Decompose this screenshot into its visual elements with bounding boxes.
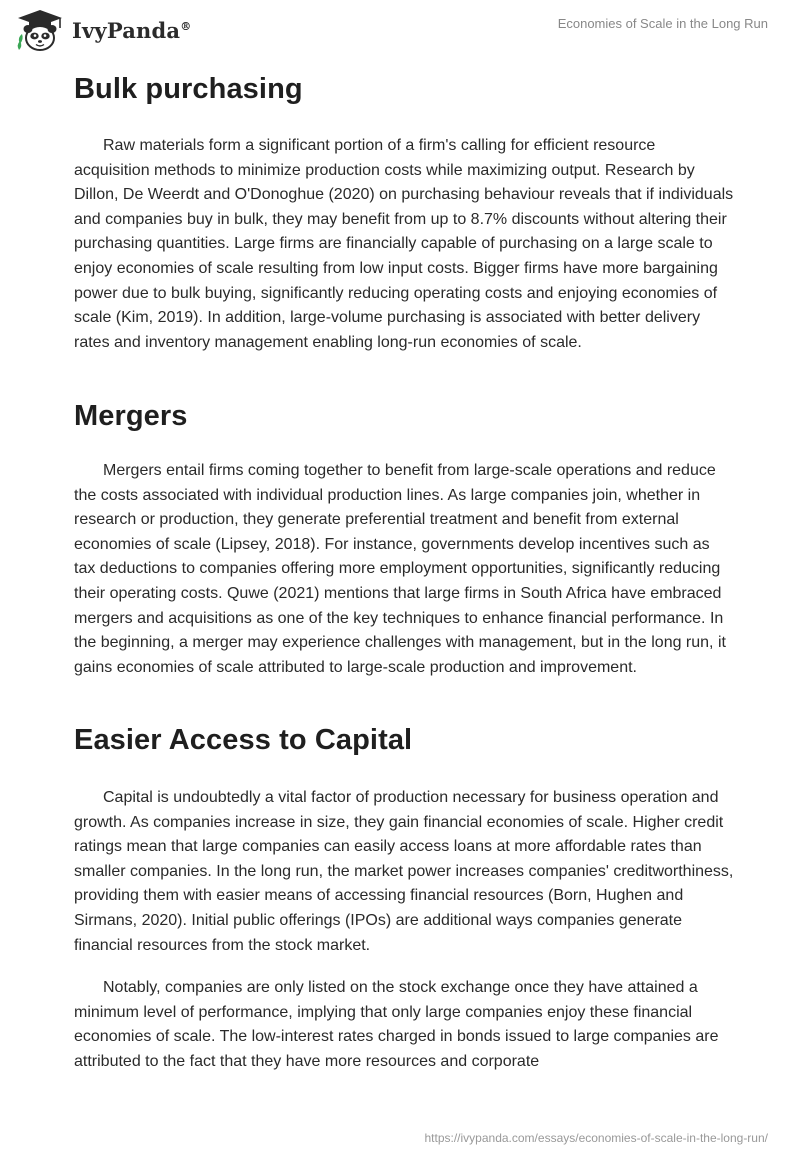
section-heading-mergers: Mergers bbox=[74, 400, 188, 432]
paragraph-mergers: Mergers entail firms coming together to benefit from large-scale operations and reduce the costs associated with individual production lines. As large companies join, whether in research or production, they generate preferential treatment and benefit from external economies of scale (Lipsey, 2018). For instance, governments develop incentives such as tax deductions to companies offering more employment opportunities, significantly reducing their operating costs. Quwe (2021) mentions that large firms in South Africa have embraced mergers and acquisitions as one of the key techniques to enhance financial performance. In the beginning, a merger may experience challenges with management, but in the long run, it gains economies of scale attributed to large-scale production and improvement. bbox=[74, 462, 726, 676]
brand-name: IvyPanda® bbox=[72, 17, 192, 43]
paragraph-access-to-capital-1: Capital is undoubtedly a vital factor of production necessary for business operation and growth. As companies increase in size, they gain financial economies of scale. Higher credit ratings mean that large companies can easily access loans at more affordable rates than smaller companies. In the long run, the market power increases companies' creditworthiness, providing them with easier means of accessing financial resources (Born, Hughen and Sirmans, 2020). Initial public offerings (IPOs) are additional ways companies generate financial resources from the stock market. bbox=[74, 789, 734, 954]
running-title: Economies of Scale in the Long Run bbox=[557, 16, 768, 31]
paragraph-bulk-purchasing: Raw materials form a significant portion of a firm's calling for efficient resource acquisition methods to minimize production costs while maximizing output. Research by Dillon, De Weerdt and O'Donoghue (2020) on purchasing behaviour reveals that if individuals and companies buy in bulk, they may benefit from up to 8.7% discounts without altering their purchasing quantities. Large firms are financially capable of purchasing on a large scale to enjoy economies of scale resulting from low input costs. Bigger firms have more bargaining power due to bulk buying, significantly reducing operating costs and enjoying economies of scale (Kim, 2019). In addition, large-volume purchasing is associated with better delivery rates and inventory management enabling long-run economies of scale. bbox=[74, 137, 734, 351]
section-heading-access-to-capital: Easier Access to Capital bbox=[74, 724, 413, 756]
source-url[interactable]: https://ivypanda.com/essays/economies-of-scale-in-the-long-run/ bbox=[424, 1131, 768, 1145]
section-heading-bulk-purchasing: Bulk purchasing bbox=[74, 73, 303, 105]
paragraph-access-to-capital-2: Notably, companies are only listed on the stock exchange once they have attained a minimum level of performance, implying that only large companies enjoy these financial economies of scale. The low-interest rates charged in bonds issued to large companies are attributed to the fact that they have more resources and corporate bbox=[74, 979, 719, 1070]
panda-graduate-logo-icon bbox=[16, 8, 64, 52]
page-header bbox=[0, 0, 800, 60]
brand-logo[interactable] bbox=[16, 8, 191, 52]
